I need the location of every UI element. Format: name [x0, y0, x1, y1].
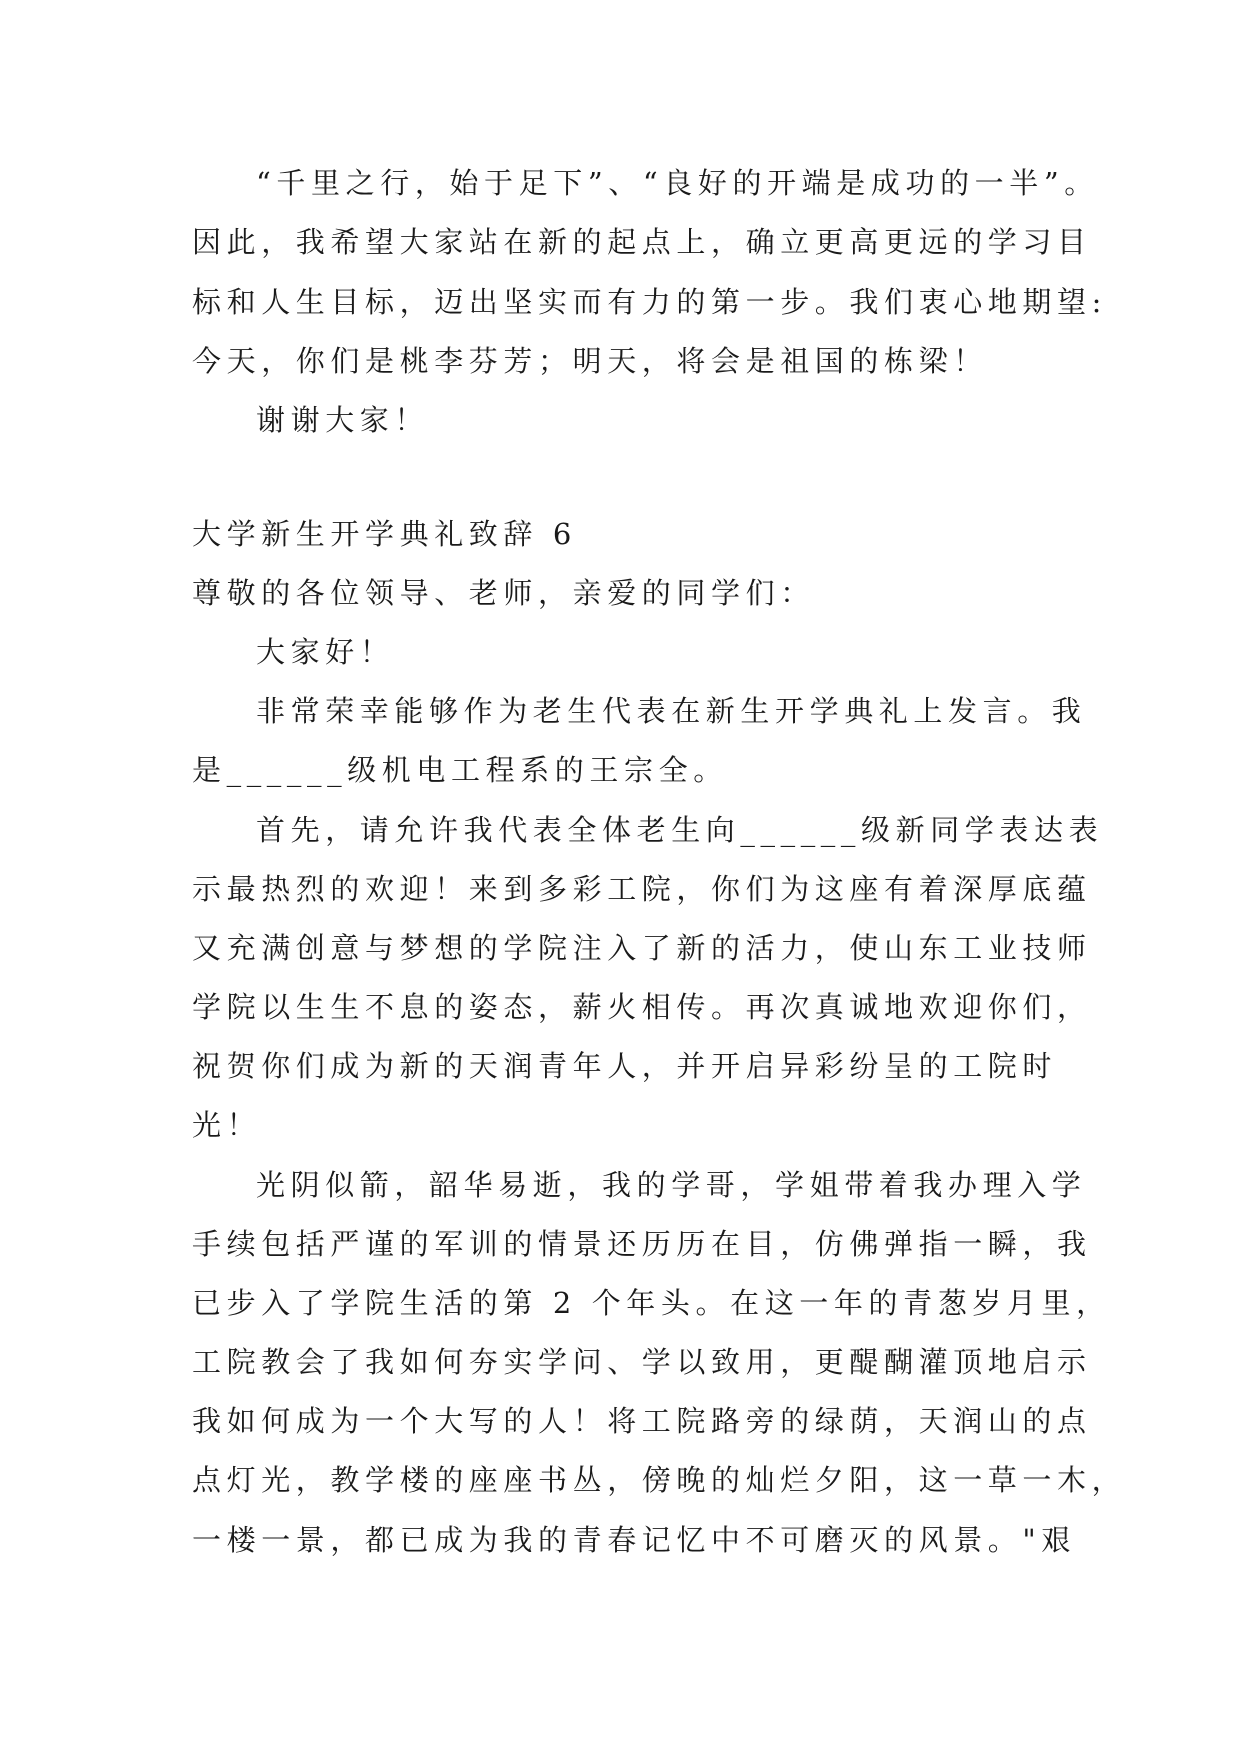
- text-line: 又充满创意与梦想的学院注入了新的活力，使山东工业技师: [192, 931, 1092, 965]
- salutation: 尊敬的各位领导、老师，亲爱的同学们：: [192, 576, 815, 610]
- text-line: 学院以生生不息的姿态，薪火相传。再次真诚地欢迎你们，: [192, 990, 1092, 1024]
- text-line: 今天，你们是桃李芬芳；明天，将会是祖国的栋梁！: [192, 344, 988, 378]
- text-line: 光阴似箭，韶华易逝，我的学哥，学姐带着我办理入学: [256, 1168, 1087, 1202]
- text-line: 是______级机电工程系的王宗全。: [192, 753, 728, 787]
- text-line: 点灯光，教学楼的座座书丛，傍晚的灿烂夕阳，这一草一木，: [192, 1463, 1127, 1497]
- text-line: 光！: [192, 1108, 262, 1142]
- text-line: “千里之行，始于足下”、“良好的开端是成功的一半”。: [256, 166, 1099, 200]
- text-line: 示最热烈的欢迎！来到多彩工院，你们为这座有着深厚底蕴: [192, 872, 1092, 906]
- text-line: 祝贺你们成为新的天润青年人，并开启异彩纷呈的工院时: [192, 1049, 1058, 1083]
- text-line: 因此，我希望大家站在新的起点上，确立更高更远的学习目: [192, 225, 1092, 259]
- text-line: 首先，请允许我代表全体老生向______级新同学表达表: [256, 813, 1104, 847]
- text-line: 我如何成为一个大写的人！将工院路旁的绿荫，天润山的点: [192, 1404, 1092, 1438]
- text-line: 谢谢大家！: [256, 403, 430, 437]
- text-line: 已步入了学院生活的第 2 个年头。在这一年的青葱岁月里，: [192, 1286, 1111, 1320]
- greeting: 大家好！: [256, 635, 395, 669]
- text-line: 标和人生目标，迈出坚实而有力的第一步。我们衷心地期望:: [192, 285, 1107, 319]
- text-line: 一楼一景，都已成为我的青春记忆中不可磨灭的风景。"艰: [192, 1523, 1076, 1557]
- section-heading: 大学新生开学典礼致辞 6: [192, 517, 577, 551]
- text-line: 工院教会了我如何夯实学问、学以致用，更醍醐灌顶地启示: [192, 1345, 1092, 1379]
- text-line: 手续包括严谨的军训的情景还历历在目，仿佛弹指一瞬，我: [192, 1227, 1092, 1261]
- text-line: 非常荣幸能够作为老生代表在新生开学典礼上发言。我: [256, 694, 1087, 728]
